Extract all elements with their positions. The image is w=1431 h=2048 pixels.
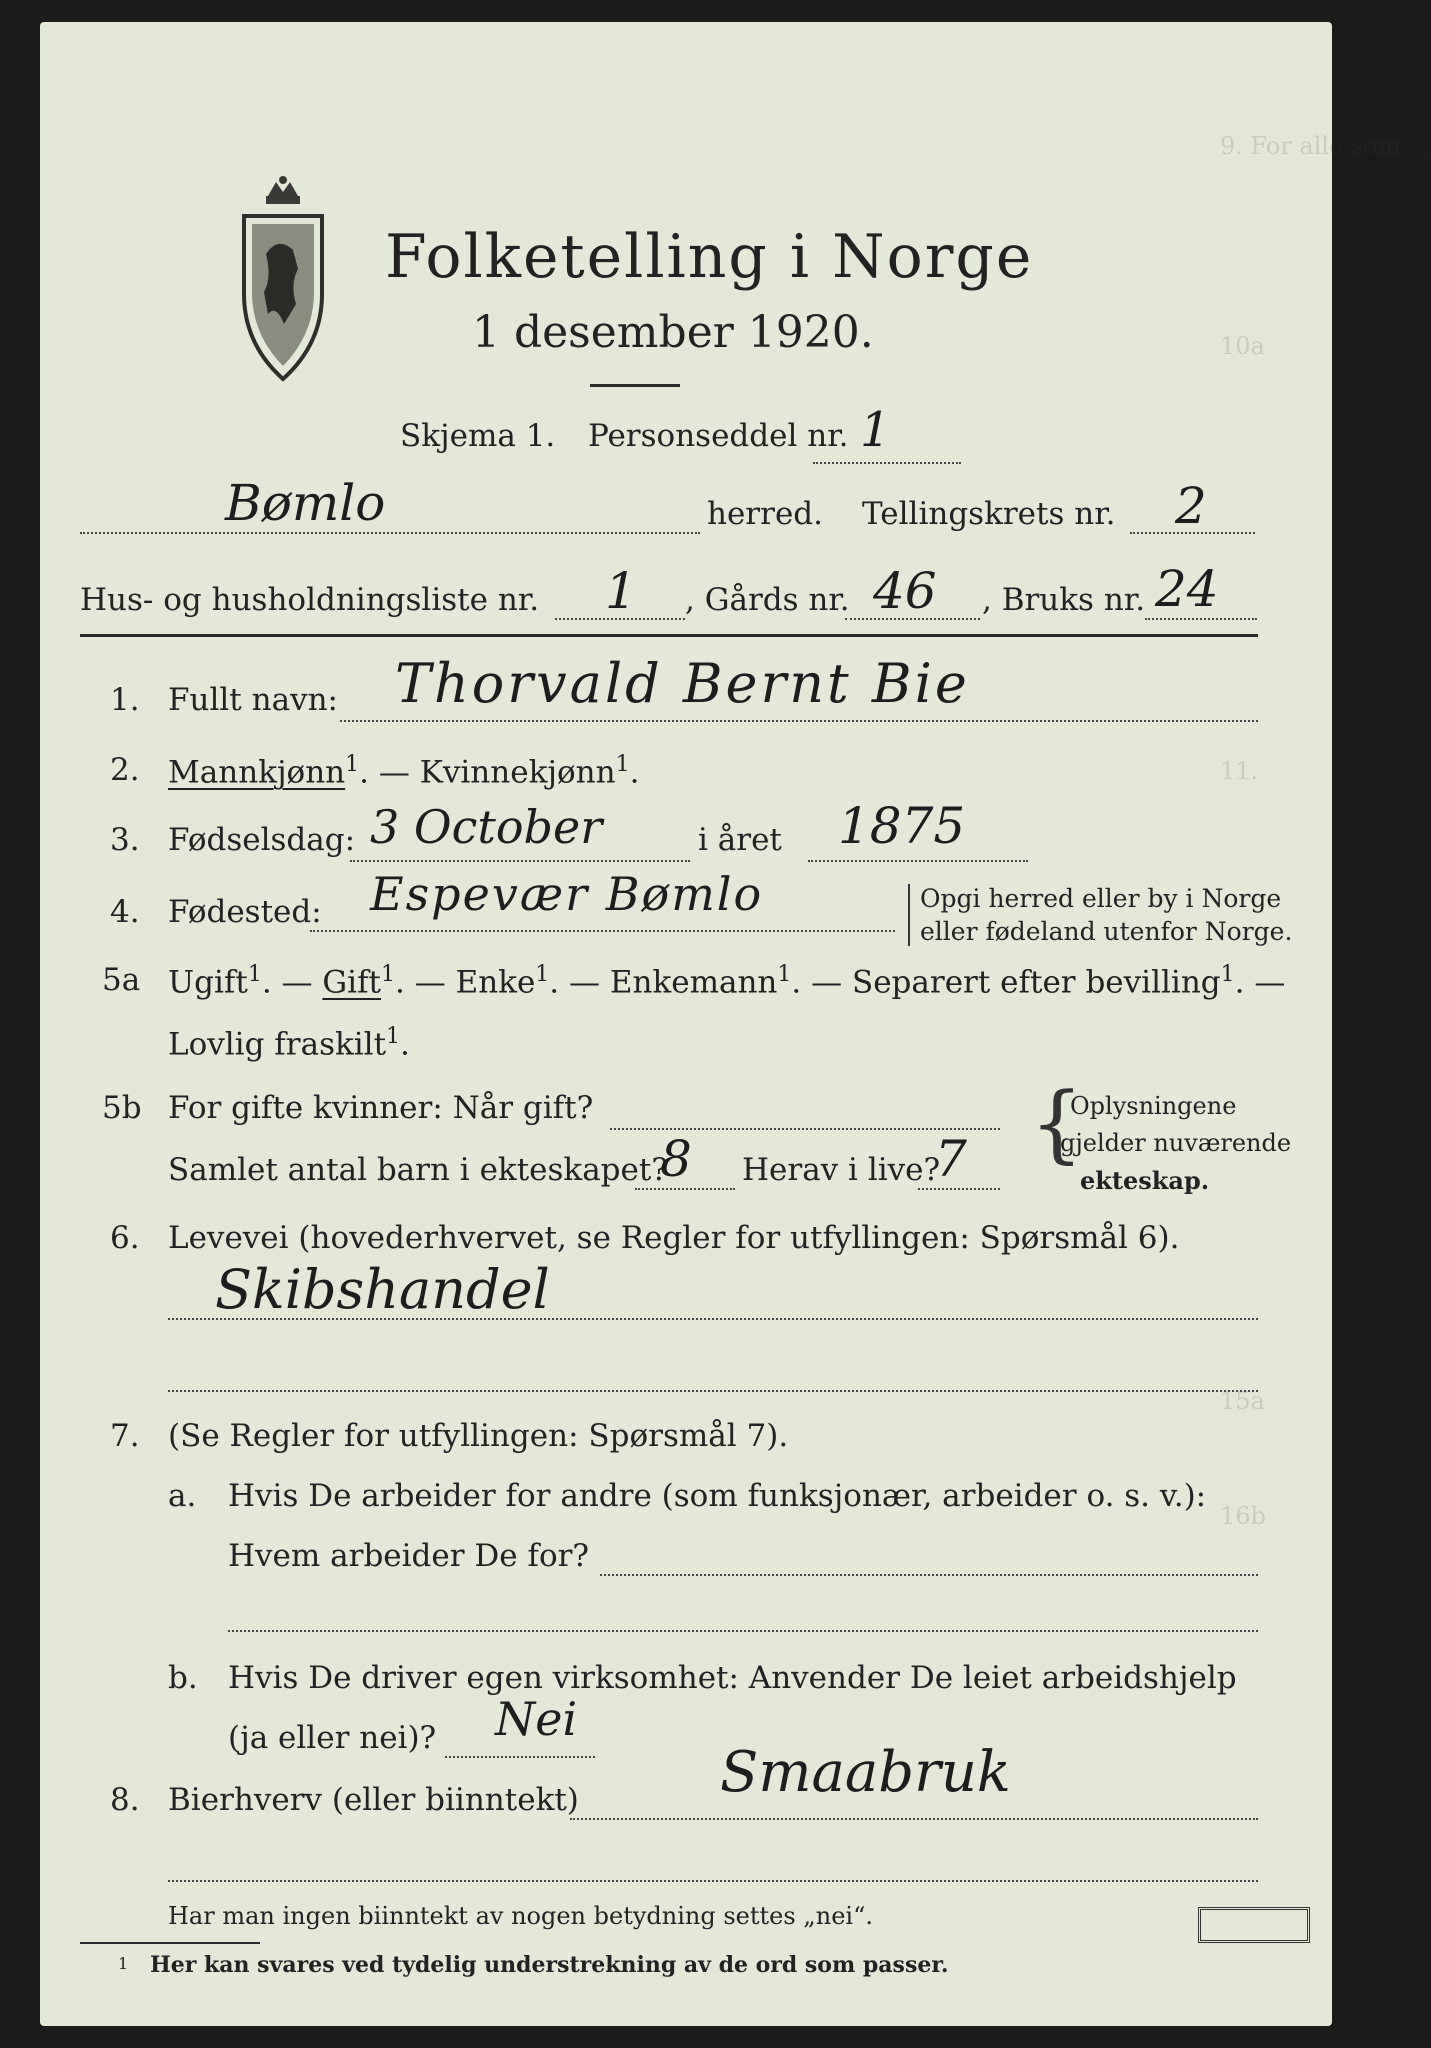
option-lovlig-fraskilt: Lovlig fraskilt bbox=[168, 1026, 387, 1063]
marriage-note-1: Oplysningene bbox=[1070, 1092, 1237, 1120]
full-name-value: Thorvald Bernt Bie bbox=[395, 652, 970, 715]
birthplace-label: Fødested: bbox=[168, 894, 322, 930]
birthdate-label: Fødselsdag: bbox=[168, 822, 356, 858]
footnote-ref: 1 bbox=[247, 962, 262, 987]
household-list-value: 1 bbox=[605, 562, 637, 620]
coat-of-arms-icon bbox=[238, 174, 328, 394]
bleed-through-text: 16b bbox=[1220, 1502, 1266, 1530]
census-form-sheet bbox=[40, 22, 1431, 2026]
birthdate-value: 3 October bbox=[370, 800, 603, 854]
household-list-label: Hus- og husholdningsliste nr. bbox=[80, 582, 540, 618]
q7-number: 7. bbox=[110, 1418, 140, 1454]
alive-line bbox=[918, 1188, 1000, 1190]
footnote-ref: 1 bbox=[381, 962, 395, 987]
option-enke: Enke bbox=[455, 964, 536, 1001]
footnote-rule bbox=[80, 1942, 260, 1944]
separator: . bbox=[629, 754, 640, 791]
side-occupation-label: Bierhverv (eller biinntekt) bbox=[168, 1782, 579, 1818]
marital-status-options: Ugift$^1$. — Gift$^1$. — Enke$^1$. — Enkemann$^1$. — Separert efter bevilling$^1$. — bbox=[168, 962, 1286, 1001]
q4-number: 4. bbox=[110, 894, 140, 930]
birthdate-line bbox=[350, 860, 690, 862]
bleed-through-text: 15a bbox=[1220, 1387, 1265, 1415]
tellingskrets-label: Tellingskrets nr. bbox=[862, 496, 1116, 532]
q7b-label: Hvis De driver egen virksomhet: Anvender De leiet arbeidshjelp bbox=[228, 1660, 1237, 1696]
hired-help-value: Nei bbox=[495, 1692, 578, 1746]
footnote-ref: 1 bbox=[535, 962, 550, 987]
note-brace: { bbox=[1030, 1074, 1084, 1172]
hired-help-label: (ja eller nei)? bbox=[228, 1720, 437, 1756]
bruks-line bbox=[1145, 618, 1257, 620]
form-title: Folketelling i Norge bbox=[385, 222, 1034, 292]
q6-number: 6. bbox=[110, 1220, 140, 1256]
option-gift: Gift bbox=[322, 964, 381, 1001]
q7b-number: b. bbox=[168, 1660, 198, 1696]
side-occupation-line-2 bbox=[168, 1880, 1258, 1882]
header-rule bbox=[80, 634, 1258, 637]
footer-note: Har man ingen biinntekt av nogen betydning settes „nei“. bbox=[168, 1902, 873, 1930]
gards-label: , Gårds nr. bbox=[685, 582, 850, 618]
full-name-label: Fullt navn: bbox=[168, 682, 338, 718]
employer-line bbox=[600, 1574, 1258, 1576]
employer-label: Hvem arbeider De for? bbox=[228, 1538, 590, 1574]
children-line bbox=[635, 1188, 735, 1190]
birthplace-note-1: Opgi herred eller by i Norge bbox=[920, 884, 1282, 913]
schema-label: Skjema 1. bbox=[400, 418, 556, 454]
q7-label: (Se Regler for utfyllingen: Spørsmål 7). bbox=[168, 1418, 789, 1454]
separator: . — bbox=[359, 754, 420, 791]
birthplace-line bbox=[310, 930, 895, 932]
option-separert: Separert efter bevilling bbox=[851, 964, 1221, 1001]
birth-year-line bbox=[808, 860, 1028, 862]
census-date: 1 desember 1920. bbox=[472, 307, 874, 358]
herred-value: Bømlo bbox=[225, 474, 386, 532]
hired-help-line bbox=[445, 1756, 595, 1758]
employer-line-2 bbox=[228, 1630, 1258, 1632]
birth-year-label: i året bbox=[698, 822, 782, 858]
footnote-ref: 1 bbox=[615, 752, 630, 777]
occupation-value: Skibshandel bbox=[215, 1258, 550, 1321]
footnote-ref: 1 bbox=[386, 1024, 401, 1049]
personseddel-line bbox=[813, 462, 961, 464]
tellingskrets-value: 2 bbox=[1175, 477, 1207, 535]
printer-stamp bbox=[1198, 1907, 1310, 1943]
personseddel-label: Personseddel nr. bbox=[588, 418, 849, 454]
option-ugift: Ugift bbox=[168, 964, 248, 1001]
footnote-ref: 1 bbox=[777, 962, 792, 987]
herred-label: herred. bbox=[707, 496, 823, 532]
gards-value: 46 bbox=[873, 562, 937, 620]
birthplace-value: Espevær Bømlo bbox=[370, 867, 764, 921]
q7a-label: Hvis De arbeider for andre (som funksjonær, arbeider o. s. v.): bbox=[228, 1478, 1207, 1514]
alive-value: 7 bbox=[935, 1130, 967, 1188]
children-value: 8 bbox=[660, 1130, 692, 1188]
side-occupation-value: Smaabruk bbox=[720, 1740, 1011, 1805]
q8-number: 8. bbox=[110, 1782, 140, 1818]
occupation-line-2 bbox=[168, 1390, 1258, 1392]
q7a-number: a. bbox=[168, 1478, 197, 1514]
married-when-label: For gifte kvinner: Når gift? bbox=[168, 1090, 594, 1126]
children-label: Samlet antal barn i ekteskapet? bbox=[168, 1152, 668, 1188]
bleed-through-text: 11. bbox=[1220, 757, 1259, 785]
q5a-number: 5a bbox=[102, 962, 141, 998]
footnote-ref: 1 bbox=[345, 752, 360, 777]
footnote-text: Her kan svares ved tydelig understrekning av de ord som passer. bbox=[150, 1952, 949, 1978]
q1-number: 1. bbox=[110, 682, 140, 718]
herred-line bbox=[80, 532, 700, 534]
option-enkemann: Enkemann bbox=[609, 964, 778, 1001]
occupation-line-1 bbox=[168, 1318, 1258, 1320]
sex-options bbox=[168, 752, 639, 790]
q2-number: 2. bbox=[110, 752, 140, 788]
side-occupation-line bbox=[570, 1818, 1258, 1820]
male-option: Mannkjønn bbox=[168, 754, 346, 791]
bleed-through-text: 9. For alle som ... bbox=[1220, 132, 1431, 160]
birth-year-value: 1875 bbox=[838, 797, 966, 855]
alive-label: Herav i live? bbox=[742, 1152, 941, 1188]
option-lovlig-fraskilt-row: Lovlig fraskilt$^1$. bbox=[168, 1024, 410, 1063]
personseddel-value: 1 bbox=[860, 402, 891, 458]
birthplace-note-2: eller fødeland utenfor Norge. bbox=[920, 917, 1293, 946]
note-bracket bbox=[908, 884, 910, 946]
marriage-note-2: gjelder nuværende bbox=[1060, 1129, 1292, 1157]
bleed-through-text: 10a bbox=[1220, 332, 1265, 360]
occupation-label: Levevei (hovederhvervet, se Regler for utfyllingen: Spørsmål 6). bbox=[168, 1220, 1180, 1256]
footnote-ref: 1 bbox=[1220, 962, 1235, 987]
q3-number: 3. bbox=[110, 822, 140, 858]
marriage-note-3: ekteskap. bbox=[1080, 1166, 1210, 1195]
title-divider bbox=[590, 384, 680, 387]
full-name-line bbox=[340, 720, 1258, 722]
bruks-value: 24 bbox=[1155, 560, 1219, 618]
footnote-mark: 1 bbox=[118, 1954, 129, 1973]
female-option: Kvinnekjønn bbox=[419, 754, 616, 791]
bruks-label: , Bruks nr. bbox=[982, 582, 1146, 618]
q5b-number: 5b bbox=[102, 1090, 142, 1126]
